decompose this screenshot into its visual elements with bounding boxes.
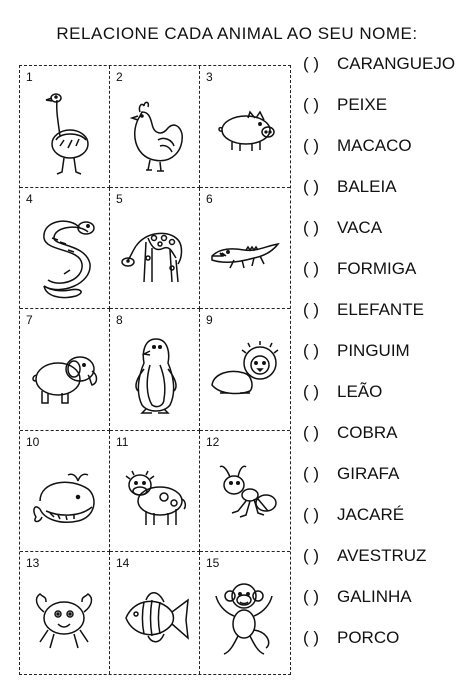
answer-label: BALEIA <box>337 177 397 196</box>
animal-cell-3 <box>200 66 290 188</box>
cell-number: 10 <box>26 434 40 449</box>
elephant-icon <box>30 329 100 421</box>
animal-cell-11 <box>110 431 200 553</box>
cell-number: 4 <box>26 191 33 206</box>
animal-cell-7 <box>20 309 110 431</box>
answer-blank[interactable]: ( ) <box>303 341 320 360</box>
ant-icon <box>210 451 280 543</box>
answer-item[interactable] <box>303 95 387 115</box>
cell-number: 12 <box>206 434 220 449</box>
answer-blank[interactable]: ( ) <box>303 587 320 606</box>
monkey-icon <box>210 572 280 664</box>
answer-item[interactable] <box>303 341 410 361</box>
cell-number: 15 <box>206 556 220 571</box>
cell-number: 1 <box>26 70 33 84</box>
cell-number: 11 <box>116 434 129 449</box>
animal-cell-1 <box>20 66 110 188</box>
pig-icon <box>210 86 280 178</box>
animal-cell-13 <box>20 552 110 674</box>
animal-grid <box>19 65 291 675</box>
snake-icon <box>30 208 100 300</box>
hen-icon <box>120 86 190 178</box>
answer-blank[interactable]: ( ) <box>303 628 320 647</box>
answer-item[interactable] <box>303 218 382 238</box>
answer-label: LEÃO <box>337 382 383 401</box>
page-title: RELACIONE CADA ANIMAL AO SEU NOME: <box>56 24 418 43</box>
answer-item[interactable] <box>303 136 412 156</box>
penguin-icon <box>120 329 190 421</box>
cell-number: 13 <box>26 556 40 571</box>
answer-label: MACACO <box>337 136 412 155</box>
cell-number: 8 <box>116 313 123 328</box>
answer-item[interactable] <box>303 587 412 607</box>
animal-cell-4 <box>20 188 110 310</box>
answer-item[interactable] <box>303 259 416 279</box>
lion-icon <box>210 329 280 421</box>
ostrich-icon <box>30 86 100 178</box>
cell-number: 3 <box>206 70 213 84</box>
animal-cell-9 <box>200 309 290 431</box>
answer-item[interactable] <box>303 546 426 566</box>
crab-icon <box>30 572 100 664</box>
answer-blank[interactable]: ( ) <box>303 54 320 73</box>
answer-blank[interactable]: ( ) <box>303 546 320 565</box>
answer-item[interactable] <box>303 423 397 443</box>
answer-label: FORMIGA <box>337 259 417 278</box>
cow-icon <box>120 451 190 543</box>
answer-blank[interactable]: ( ) <box>303 464 320 483</box>
answer-blank[interactable]: ( ) <box>303 423 320 442</box>
giraffe-icon <box>120 208 190 300</box>
whale-icon <box>30 451 100 543</box>
animal-cell-14 <box>110 552 200 674</box>
crocodile-icon <box>210 208 280 300</box>
answer-blank[interactable]: ( ) <box>303 259 320 278</box>
cell-number: 2 <box>116 70 123 84</box>
answer-label: PEIXE <box>337 95 388 114</box>
animal-cell-10 <box>20 431 110 553</box>
answer-label: GIRAFA <box>337 464 400 483</box>
fish-icon <box>120 572 190 664</box>
answer-label: COBRA <box>337 423 398 442</box>
cell-number: 9 <box>206 313 213 328</box>
answer-blank[interactable]: ( ) <box>303 95 320 114</box>
animal-cell-15 <box>200 552 290 674</box>
answer-item[interactable] <box>303 300 424 320</box>
cell-number: 14 <box>116 556 130 571</box>
answer-label: CARANGUEJO <box>337 54 456 73</box>
answer-item[interactable] <box>303 54 455 74</box>
answer-item[interactable] <box>303 628 399 648</box>
animal-cell-8 <box>110 309 200 431</box>
answer-label: ELEFANTE <box>337 300 424 319</box>
answer-item[interactable] <box>303 505 404 525</box>
answer-label: JACARÉ <box>337 505 405 524</box>
answer-label: PORCO <box>337 628 400 647</box>
cell-number: 7 <box>26 313 33 328</box>
animal-cell-2 <box>110 66 200 188</box>
answer-blank[interactable]: ( ) <box>303 382 320 401</box>
cell-number: 5 <box>116 191 123 206</box>
animal-cell-12 <box>200 431 290 553</box>
answer-blank[interactable]: ( ) <box>303 505 320 524</box>
cell-number: 6 <box>206 191 213 206</box>
answer-blank[interactable]: ( ) <box>303 136 320 155</box>
answer-label: PINGUIM <box>337 341 410 360</box>
answer-item[interactable] <box>303 464 399 484</box>
animal-cell-5 <box>110 188 200 310</box>
animal-cell-6 <box>200 188 290 310</box>
answer-item[interactable] <box>303 177 397 197</box>
answer-blank[interactable]: ( ) <box>303 177 320 196</box>
answer-item[interactable] <box>303 382 382 402</box>
answer-blank[interactable]: ( ) <box>303 300 320 319</box>
answer-label: VACA <box>337 218 383 237</box>
answer-label: GALINHA <box>337 587 412 606</box>
answer-label: AVESTRUZ <box>337 546 427 565</box>
answer-blank[interactable]: ( ) <box>303 218 320 237</box>
